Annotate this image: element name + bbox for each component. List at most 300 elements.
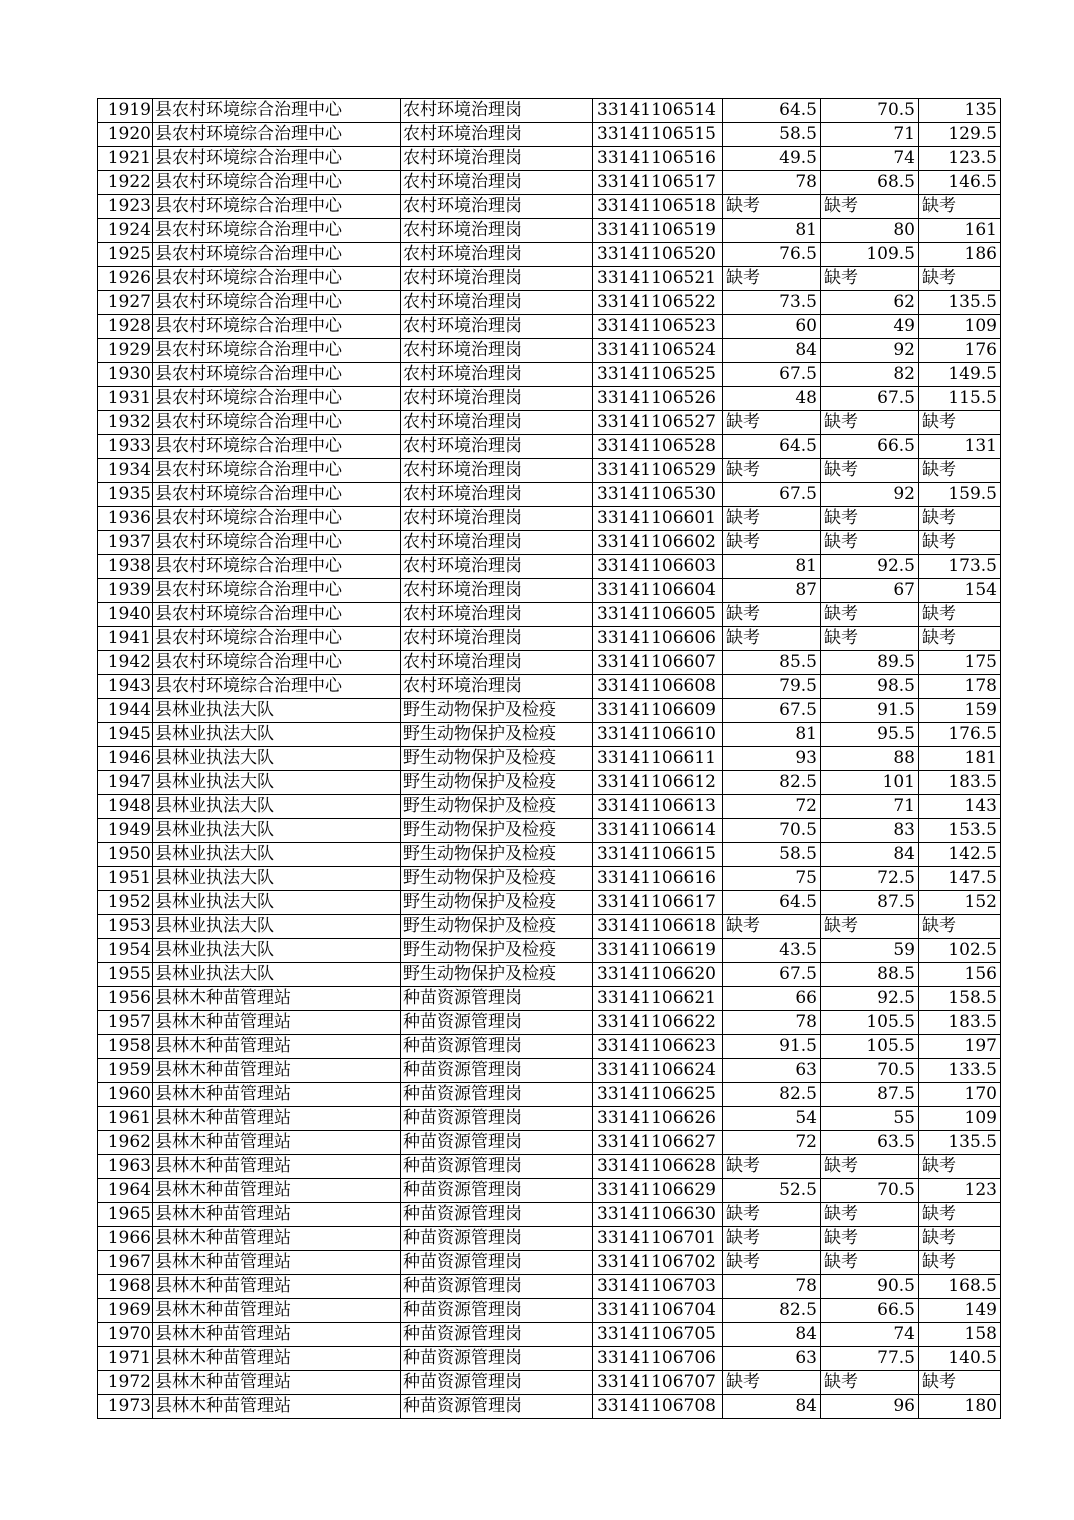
- employer-cell: 县林木种苗管理站: [153, 1371, 401, 1395]
- score-2-cell: 84: [821, 843, 919, 867]
- total-score-cell: 缺考: [919, 1227, 1001, 1251]
- employer-cell: 县林木种苗管理站: [153, 1131, 401, 1155]
- total-score-cell: 159.5: [919, 483, 1001, 507]
- ticket-number-cell: 33141106626: [593, 1107, 723, 1131]
- ticket-number-cell: 33141106705: [593, 1323, 723, 1347]
- ticket-number-cell: 33141106601: [593, 507, 723, 531]
- position-cell: 种苗资源管理岗: [401, 1323, 593, 1347]
- table-row: [98, 1011, 1001, 1035]
- employer-cell: 县农村环境综合治理中心: [153, 195, 401, 219]
- position-cell: 农村环境治理岗: [401, 123, 593, 147]
- ticket-number-cell: 33141106605: [593, 603, 723, 627]
- employer-cell: 县林木种苗管理站: [153, 1395, 401, 1419]
- employer-cell: 县林业执法大队: [153, 915, 401, 939]
- position-cell: 农村环境治理岗: [401, 651, 593, 675]
- total-score-cell: 140.5: [919, 1347, 1001, 1371]
- total-score-cell: 缺考: [919, 1371, 1001, 1395]
- employer-cell: 县林业执法大队: [153, 819, 401, 843]
- employer-cell: 县林木种苗管理站: [153, 1323, 401, 1347]
- table-row: [98, 1107, 1001, 1131]
- total-score-cell: 109: [919, 1107, 1001, 1131]
- table-row: [98, 363, 1001, 387]
- total-score-cell: 135.5: [919, 291, 1001, 315]
- ticket-number-cell: 33141106611: [593, 747, 723, 771]
- total-score-cell: 133.5: [919, 1059, 1001, 1083]
- row-number-cell: 1969: [98, 1299, 153, 1323]
- position-cell: 野生动物保护及检疫: [401, 747, 593, 771]
- position-cell: 野生动物保护及检疫: [401, 915, 593, 939]
- score-2-cell: 95.5: [821, 723, 919, 747]
- ticket-number-cell: 33141106527: [593, 411, 723, 435]
- total-score-cell: 173.5: [919, 555, 1001, 579]
- score-1-cell: 79.5: [723, 675, 821, 699]
- score-1-cell: 67.5: [723, 483, 821, 507]
- score-1-cell: 73.5: [723, 291, 821, 315]
- employer-cell: 县农村环境综合治理中心: [153, 483, 401, 507]
- score-1-cell: 93: [723, 747, 821, 771]
- score-2-cell: 68.5: [821, 171, 919, 195]
- score-1-cell: 87: [723, 579, 821, 603]
- position-cell: 农村环境治理岗: [401, 603, 593, 627]
- employer-cell: 县农村环境综合治理中心: [153, 555, 401, 579]
- ticket-number-cell: 33141106629: [593, 1179, 723, 1203]
- total-score-cell: 149: [919, 1299, 1001, 1323]
- row-number-cell: 1963: [98, 1155, 153, 1179]
- score-2-cell: 55: [821, 1107, 919, 1131]
- table-row: [98, 1371, 1001, 1395]
- row-number-cell: 1967: [98, 1251, 153, 1275]
- score-2-cell: 105.5: [821, 1011, 919, 1035]
- total-score-cell: 115.5: [919, 387, 1001, 411]
- row-number-cell: 1922: [98, 171, 153, 195]
- row-number-cell: 1931: [98, 387, 153, 411]
- total-score-cell: 178: [919, 675, 1001, 699]
- score-1-cell: 82.5: [723, 1299, 821, 1323]
- position-cell: 农村环境治理岗: [401, 435, 593, 459]
- position-cell: 农村环境治理岗: [401, 219, 593, 243]
- ticket-number-cell: 33141106630: [593, 1203, 723, 1227]
- total-score-cell: 176.5: [919, 723, 1001, 747]
- table-row: [98, 651, 1001, 675]
- total-score-cell: 缺考: [919, 1155, 1001, 1179]
- employer-cell: 县林业执法大队: [153, 891, 401, 915]
- employer-cell: 县农村环境综合治理中心: [153, 459, 401, 483]
- score-1-cell: 70.5: [723, 819, 821, 843]
- ticket-number-cell: 33141106706: [593, 1347, 723, 1371]
- score-2-cell: 缺考: [821, 1251, 919, 1275]
- score-2-cell: 92.5: [821, 555, 919, 579]
- score-2-cell: 88: [821, 747, 919, 771]
- score-2-cell: 96: [821, 1395, 919, 1419]
- score-1-cell: 81: [723, 219, 821, 243]
- position-cell: 野生动物保护及检疫: [401, 843, 593, 867]
- score-1-cell: 缺考: [723, 411, 821, 435]
- score-1-cell: 缺考: [723, 1227, 821, 1251]
- ticket-number-cell: 33141106704: [593, 1299, 723, 1323]
- score-2-cell: 66.5: [821, 1299, 919, 1323]
- ticket-number-cell: 33141106528: [593, 435, 723, 459]
- ticket-number-cell: 33141106617: [593, 891, 723, 915]
- employer-cell: 县农村环境综合治理中心: [153, 363, 401, 387]
- score-1-cell: 81: [723, 723, 821, 747]
- row-number-cell: 1954: [98, 939, 153, 963]
- row-number-cell: 1947: [98, 771, 153, 795]
- score-1-cell: 缺考: [723, 1155, 821, 1179]
- total-score-cell: 159: [919, 699, 1001, 723]
- employer-cell: 县林木种苗管理站: [153, 1227, 401, 1251]
- row-number-cell: 1928: [98, 315, 153, 339]
- table-row: [98, 1251, 1001, 1275]
- employer-cell: 县林木种苗管理站: [153, 1275, 401, 1299]
- row-number-cell: 1965: [98, 1203, 153, 1227]
- position-cell: 农村环境治理岗: [401, 195, 593, 219]
- table-row: [98, 507, 1001, 531]
- position-cell: 野生动物保护及检疫: [401, 891, 593, 915]
- row-number-cell: 1968: [98, 1275, 153, 1299]
- ticket-number-cell: 33141106620: [593, 963, 723, 987]
- table-row: [98, 171, 1001, 195]
- score-1-cell: 48: [723, 387, 821, 411]
- position-cell: 农村环境治理岗: [401, 267, 593, 291]
- score-1-cell: 缺考: [723, 195, 821, 219]
- score-1-cell: 82.5: [723, 1083, 821, 1107]
- score-2-cell: 90.5: [821, 1275, 919, 1299]
- employer-cell: 县农村环境综合治理中心: [153, 411, 401, 435]
- row-number-cell: 1929: [98, 339, 153, 363]
- row-number-cell: 1919: [98, 99, 153, 123]
- position-cell: 农村环境治理岗: [401, 315, 593, 339]
- employer-cell: 县林业执法大队: [153, 699, 401, 723]
- total-score-cell: 缺考: [919, 459, 1001, 483]
- employer-cell: 县农村环境综合治理中心: [153, 267, 401, 291]
- table-row: [98, 219, 1001, 243]
- score-1-cell: 63: [723, 1059, 821, 1083]
- ticket-number-cell: 33141106625: [593, 1083, 723, 1107]
- score-2-cell: 67.5: [821, 387, 919, 411]
- table-row: [98, 1347, 1001, 1371]
- ticket-number-cell: 33141106515: [593, 123, 723, 147]
- row-number-cell: 1924: [98, 219, 153, 243]
- score-2-cell: 缺考: [821, 1371, 919, 1395]
- score-2-cell: 59: [821, 939, 919, 963]
- score-1-cell: 76.5: [723, 243, 821, 267]
- ticket-number-cell: 33141106627: [593, 1131, 723, 1155]
- total-score-cell: 缺考: [919, 411, 1001, 435]
- position-cell: 种苗资源管理岗: [401, 1179, 593, 1203]
- ticket-number-cell: 33141106525: [593, 363, 723, 387]
- row-number-cell: 1952: [98, 891, 153, 915]
- row-number-cell: 1920: [98, 123, 153, 147]
- total-score-cell: 缺考: [919, 1251, 1001, 1275]
- score-1-cell: 66: [723, 987, 821, 1011]
- total-score-cell: 129.5: [919, 123, 1001, 147]
- employer-cell: 县林业执法大队: [153, 723, 401, 747]
- score-2-cell: 缺考: [821, 195, 919, 219]
- row-number-cell: 1955: [98, 963, 153, 987]
- ticket-number-cell: 33141106618: [593, 915, 723, 939]
- total-score-cell: 缺考: [919, 267, 1001, 291]
- score-2-cell: 72.5: [821, 867, 919, 891]
- position-cell: 野生动物保护及检疫: [401, 819, 593, 843]
- table-row: [98, 1059, 1001, 1083]
- total-score-cell: 197: [919, 1035, 1001, 1059]
- position-cell: 种苗资源管理岗: [401, 1203, 593, 1227]
- table-row: [98, 699, 1001, 723]
- table-row: [98, 435, 1001, 459]
- score-2-cell: 缺考: [821, 603, 919, 627]
- row-number-cell: 1945: [98, 723, 153, 747]
- score-2-cell: 80: [821, 219, 919, 243]
- ticket-number-cell: 33141106619: [593, 939, 723, 963]
- table-row: [98, 795, 1001, 819]
- table-row: [98, 1131, 1001, 1155]
- row-number-cell: 1930: [98, 363, 153, 387]
- table-row: [98, 339, 1001, 363]
- row-number-cell: 1944: [98, 699, 153, 723]
- ticket-number-cell: 33141106522: [593, 291, 723, 315]
- ticket-number-cell: 33141106616: [593, 867, 723, 891]
- score-2-cell: 67: [821, 579, 919, 603]
- ticket-number-cell: 33141106610: [593, 723, 723, 747]
- score-2-cell: 63.5: [821, 1131, 919, 1155]
- total-score-cell: 175: [919, 651, 1001, 675]
- score-1-cell: 缺考: [723, 267, 821, 291]
- position-cell: 农村环境治理岗: [401, 675, 593, 699]
- ticket-number-cell: 33141106701: [593, 1227, 723, 1251]
- score-2-cell: 缺考: [821, 915, 919, 939]
- ticket-number-cell: 33141106516: [593, 147, 723, 171]
- score-2-cell: 88.5: [821, 963, 919, 987]
- score-2-cell: 109.5: [821, 243, 919, 267]
- ticket-number-cell: 33141106702: [593, 1251, 723, 1275]
- table-row: [98, 1227, 1001, 1251]
- score-2-cell: 92.5: [821, 987, 919, 1011]
- table-row: [98, 315, 1001, 339]
- row-number-cell: 1941: [98, 627, 153, 651]
- position-cell: 种苗资源管理岗: [401, 1035, 593, 1059]
- employer-cell: 县林业执法大队: [153, 843, 401, 867]
- row-number-cell: 1942: [98, 651, 153, 675]
- position-cell: 种苗资源管理岗: [401, 1011, 593, 1035]
- employer-cell: 县林木种苗管理站: [153, 1251, 401, 1275]
- employer-cell: 县林木种苗管理站: [153, 1035, 401, 1059]
- ticket-number-cell: 33141106621: [593, 987, 723, 1011]
- table-row: [98, 939, 1001, 963]
- employer-cell: 县林木种苗管理站: [153, 1347, 401, 1371]
- table-row: [98, 747, 1001, 771]
- employer-cell: 县林业执法大队: [153, 795, 401, 819]
- table-row: [98, 1275, 1001, 1299]
- table-row: [98, 387, 1001, 411]
- employer-cell: 县林木种苗管理站: [153, 1179, 401, 1203]
- total-score-cell: 158.5: [919, 987, 1001, 1011]
- row-number-cell: 1957: [98, 1011, 153, 1035]
- employer-cell: 县林木种苗管理站: [153, 987, 401, 1011]
- score-1-cell: 58.5: [723, 123, 821, 147]
- score-2-cell: 98.5: [821, 675, 919, 699]
- score-1-cell: 64.5: [723, 99, 821, 123]
- employer-cell: 县林业执法大队: [153, 963, 401, 987]
- score-1-cell: 78: [723, 1011, 821, 1035]
- position-cell: 农村环境治理岗: [401, 411, 593, 435]
- total-score-cell: 缺考: [919, 195, 1001, 219]
- employer-cell: 县林木种苗管理站: [153, 1059, 401, 1083]
- row-number-cell: 1939: [98, 579, 153, 603]
- score-1-cell: 60: [723, 315, 821, 339]
- table-row: [98, 771, 1001, 795]
- score-1-cell: 63: [723, 1347, 821, 1371]
- ticket-number-cell: 33141106519: [593, 219, 723, 243]
- employer-cell: 县农村环境综合治理中心: [153, 507, 401, 531]
- total-score-cell: 109: [919, 315, 1001, 339]
- position-cell: 农村环境治理岗: [401, 483, 593, 507]
- score-2-cell: 缺考: [821, 459, 919, 483]
- row-number-cell: 1971: [98, 1347, 153, 1371]
- employer-cell: 县农村环境综合治理中心: [153, 339, 401, 363]
- row-number-cell: 1943: [98, 675, 153, 699]
- row-number-cell: 1934: [98, 459, 153, 483]
- score-1-cell: 缺考: [723, 627, 821, 651]
- ticket-number-cell: 33141106622: [593, 1011, 723, 1035]
- score-1-cell: 72: [723, 1131, 821, 1155]
- table-row: [98, 819, 1001, 843]
- row-number-cell: 1935: [98, 483, 153, 507]
- score-1-cell: 54: [723, 1107, 821, 1131]
- employer-cell: 县林业执法大队: [153, 867, 401, 891]
- row-number-cell: 1936: [98, 507, 153, 531]
- score-2-cell: 74: [821, 147, 919, 171]
- employer-cell: 县农村环境综合治理中心: [153, 387, 401, 411]
- employer-cell: 县农村环境综合治理中心: [153, 603, 401, 627]
- position-cell: 农村环境治理岗: [401, 243, 593, 267]
- table-row: [98, 1155, 1001, 1179]
- position-cell: 农村环境治理岗: [401, 459, 593, 483]
- employer-cell: 县林木种苗管理站: [153, 1155, 401, 1179]
- position-cell: 农村环境治理岗: [401, 387, 593, 411]
- score-2-cell: 87.5: [821, 1083, 919, 1107]
- total-score-cell: 149.5: [919, 363, 1001, 387]
- position-cell: 种苗资源管理岗: [401, 1059, 593, 1083]
- table-row: [98, 243, 1001, 267]
- score-1-cell: 67.5: [723, 963, 821, 987]
- table-row: [98, 195, 1001, 219]
- row-number-cell: 1948: [98, 795, 153, 819]
- ticket-number-cell: 33141106603: [593, 555, 723, 579]
- total-score-cell: 146.5: [919, 171, 1001, 195]
- total-score-cell: 123: [919, 1179, 1001, 1203]
- total-score-cell: 135.5: [919, 1131, 1001, 1155]
- position-cell: 种苗资源管理岗: [401, 1083, 593, 1107]
- score-2-cell: 缺考: [821, 1155, 919, 1179]
- position-cell: 农村环境治理岗: [401, 507, 593, 531]
- score-1-cell: 49.5: [723, 147, 821, 171]
- score-1-cell: 缺考: [723, 507, 821, 531]
- ticket-number-cell: 33141106517: [593, 171, 723, 195]
- ticket-number-cell: 33141106530: [593, 483, 723, 507]
- employer-cell: 县农村环境综合治理中心: [153, 99, 401, 123]
- table-row: [98, 267, 1001, 291]
- table-row: [98, 411, 1001, 435]
- ticket-number-cell: 33141106707: [593, 1371, 723, 1395]
- position-cell: 农村环境治理岗: [401, 579, 593, 603]
- row-number-cell: 1961: [98, 1107, 153, 1131]
- total-score-cell: 186: [919, 243, 1001, 267]
- table-row: [98, 1299, 1001, 1323]
- ticket-number-cell: 33141106608: [593, 675, 723, 699]
- score-2-cell: 71: [821, 123, 919, 147]
- score-2-cell: 缺考: [821, 1203, 919, 1227]
- table-row: [98, 891, 1001, 915]
- score-2-cell: 89.5: [821, 651, 919, 675]
- ticket-number-cell: 33141106612: [593, 771, 723, 795]
- table-row: [98, 843, 1001, 867]
- position-cell: 农村环境治理岗: [401, 147, 593, 171]
- total-score-cell: 142.5: [919, 843, 1001, 867]
- position-cell: 野生动物保护及检疫: [401, 939, 593, 963]
- score-1-cell: 81: [723, 555, 821, 579]
- score-2-cell: 105.5: [821, 1035, 919, 1059]
- table-row: [98, 723, 1001, 747]
- row-number-cell: 1946: [98, 747, 153, 771]
- score-2-cell: 62: [821, 291, 919, 315]
- table-row: [98, 1179, 1001, 1203]
- position-cell: 野生动物保护及检疫: [401, 867, 593, 891]
- ticket-number-cell: 33141106602: [593, 531, 723, 555]
- ticket-number-cell: 33141106520: [593, 243, 723, 267]
- score-1-cell: 58.5: [723, 843, 821, 867]
- total-score-cell: 153.5: [919, 819, 1001, 843]
- score-table-body: [98, 99, 1001, 1419]
- score-2-cell: 缺考: [821, 267, 919, 291]
- score-2-cell: 缺考: [821, 411, 919, 435]
- table-row: [98, 1323, 1001, 1347]
- total-score-cell: 143: [919, 795, 1001, 819]
- total-score-cell: 147.5: [919, 867, 1001, 891]
- score-2-cell: 77.5: [821, 1347, 919, 1371]
- employer-cell: 县农村环境综合治理中心: [153, 243, 401, 267]
- row-number-cell: 1949: [98, 819, 153, 843]
- employer-cell: 县林木种苗管理站: [153, 1203, 401, 1227]
- ticket-number-cell: 33141106624: [593, 1059, 723, 1083]
- table-row: [98, 555, 1001, 579]
- employer-cell: 县农村环境综合治理中心: [153, 315, 401, 339]
- table-row: [98, 147, 1001, 171]
- position-cell: 种苗资源管理岗: [401, 1299, 593, 1323]
- position-cell: 种苗资源管理岗: [401, 1347, 593, 1371]
- employer-cell: 县农村环境综合治理中心: [153, 171, 401, 195]
- score-1-cell: 78: [723, 1275, 821, 1299]
- position-cell: 农村环境治理岗: [401, 339, 593, 363]
- ticket-number-cell: 33141106614: [593, 819, 723, 843]
- table-row: [98, 675, 1001, 699]
- row-number-cell: 1921: [98, 147, 153, 171]
- row-number-cell: 1960: [98, 1083, 153, 1107]
- total-score-cell: 缺考: [919, 507, 1001, 531]
- ticket-number-cell: 33141106623: [593, 1035, 723, 1059]
- employer-cell: 县农村环境综合治理中心: [153, 147, 401, 171]
- total-score-cell: 152: [919, 891, 1001, 915]
- total-score-cell: 缺考: [919, 531, 1001, 555]
- position-cell: 种苗资源管理岗: [401, 1107, 593, 1131]
- row-number-cell: 1933: [98, 435, 153, 459]
- ticket-number-cell: 33141106613: [593, 795, 723, 819]
- total-score-cell: 170: [919, 1083, 1001, 1107]
- score-1-cell: 52.5: [723, 1179, 821, 1203]
- score-1-cell: 82.5: [723, 771, 821, 795]
- row-number-cell: 1953: [98, 915, 153, 939]
- row-number-cell: 1964: [98, 1179, 153, 1203]
- row-number-cell: 1970: [98, 1323, 153, 1347]
